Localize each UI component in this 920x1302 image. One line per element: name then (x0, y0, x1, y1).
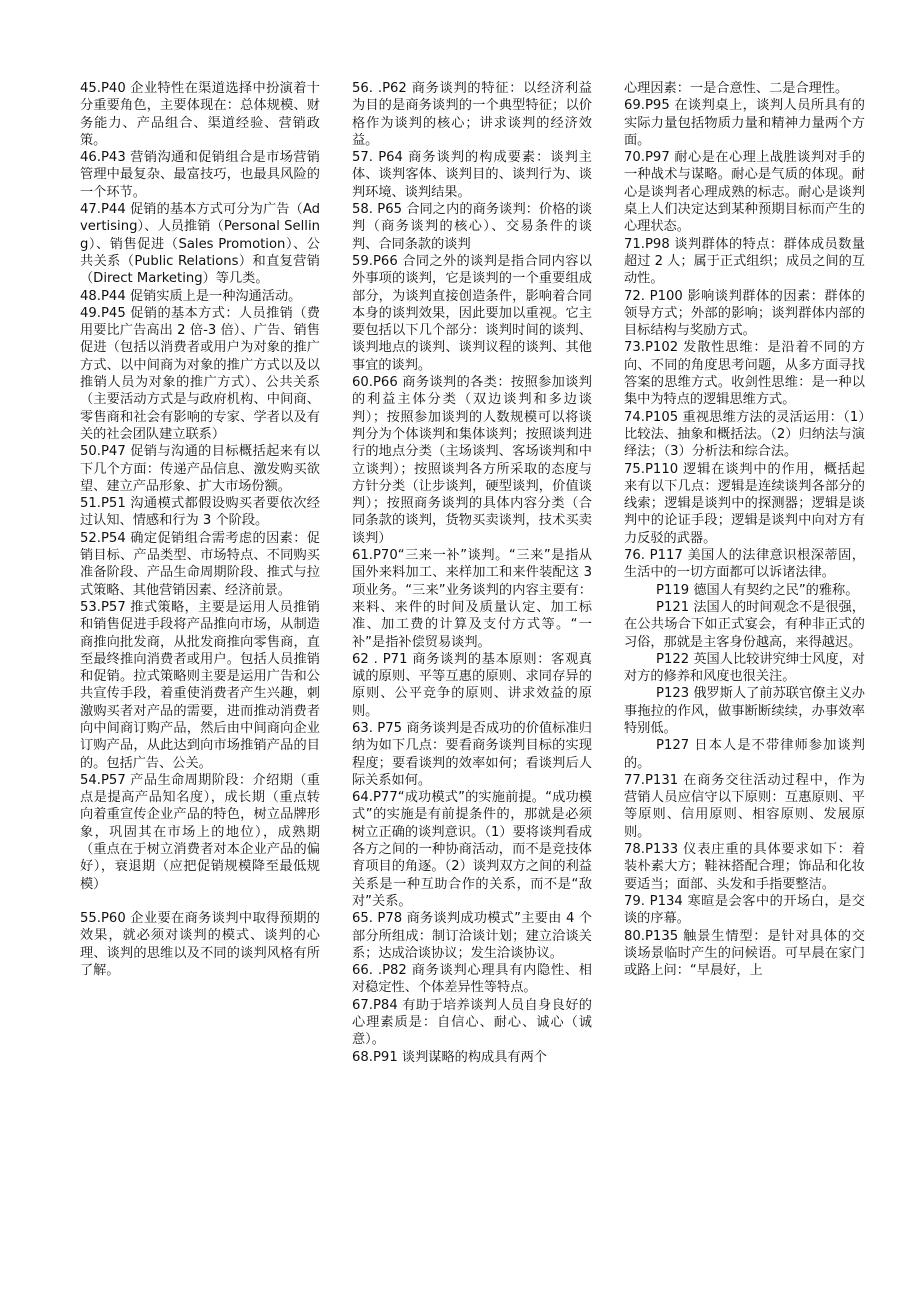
paragraph: 62 . P71 商务谈判的基本原则：客观真诚的原则、平等互惠的原则、求同存异的原则、公平竞争的原则、讲求效益的原则。 (352, 651, 592, 719)
paragraph: 59.P66 合同之外的谈判是指合同内容以外事项的谈判，它是谈判的一个重要组成部分，为谈判直接创造条件，影响着合同本身的谈判效果，因此要加以重视。它主要包括以下几个部分：谈判时间的谈判、谈判地点的谈判、谈判议程的谈判、其他事宜的谈判。 (352, 253, 592, 373)
left-column (80, 80, 320, 979)
paragraph: 58. P65 合同之内的商务谈判：价格的谈判（商务谈判的核心）、交易条件的谈判、合同条款的谈判 (352, 202, 592, 252)
paragraph: 49.P45 促销的基本方式：人员推销（费用要比广告高出 2 倍-3 倍）、广告、销售促进（包括以消费者或用户为对象的推广方式、以中间商为对象的推广方式以及以推销人员为对象的推广方式）、公共关系（主要活动方式是与政府机构、中间商、零售商和社会有影响的专家、学者以及有关的社会团队建立联系） (80, 305, 320, 442)
paragraph: 80.P135 触景生情型：是针对具体的交谈场景临时产生的问候语。可早晨在家门或路上问：“早晨好，上 (624, 928, 865, 979)
paragraph: 54.P57 产品生命周期阶段：介绍期（重点是提高产品知名度），成长期（重点转向着重宣传企业产品的特色，树立品牌形象，巩固其在市场上的地位），成熟期（重点在于树立消费者对本企业产品的偏好），衰退期（应把促销规模降至最低规模） (80, 772, 320, 892)
paragraph: 60.P66 商务谈判的各类：按照参加谈判的利益主体分类（双边谈判和多边谈判）；按照参加谈判的人数规模可以将谈判分为个体谈判和集体谈判；按照谈判进行的地点分类（主场谈判、客场谈判和中立谈判）；按照谈判各方所采取的态度与方针分类（让步谈判，硬型谈判，价值谈判）；按照商务谈判的具体内容分类（合同条款的谈判，货物买卖谈判，技术买卖谈判） (352, 375, 592, 546)
paragraph: 55.P60 企业要在商务谈判中取得预期的效果，就必须对谈判的模式、谈判的心理、谈判的思维以及不同的谈判风格有所了解。 (80, 910, 320, 978)
paragraph: 78.P133 仪表庄重的具体要求如下：着装朴素大方；鞋袜搭配合理；饰品和化妆要适当；面部、头发和手指要整洁。 (624, 842, 865, 892)
paragraph: 心理因素：一是合意性、二是合理性。 (624, 81, 849, 96)
paragraph: 77.P131 在商务交往活动过程中，作为营销人员应信守以下原则：互惠原则、平等原则、信用原则、相容原则、发展原则。 (624, 772, 865, 840)
paragraph-spacer (80, 893, 320, 910)
paragraph: P119 德国人有契约之民”的雅称。 (656, 582, 859, 598)
paragraph: 53.P57 推式策略，主要是运用人员推销和销售促进手段将产品推向市场，从制造商推向批发商，从批发商推向零售商，直至最终推向消费者或用户。包括人员推销和促销。拉式策略则主要是运用广告和公共宣传手段，着重使消费者产生兴趣，刺激购买者对产品的需要，进而推动消费者向中间商订购产品，然后由中间商向企业订购产品，从此达到向市场推销产品的目的。包括广告、公关。 (80, 599, 320, 771)
paragraph: 52.P54 确定促销组合需考虑的因素：促销目标、产品类型、市场特点、不同购买准备阶段、产品生命周期阶段、推式与拉式策略、其他营销因素、经济前景。 (80, 530, 320, 598)
paragraph: 75.P110 逻辑在谈判中的作用，概括起来有以下几点：逻辑是连续谈判各部分的线索；逻辑是谈判中的探测器；逻辑是谈判中的论证手段；逻辑是谈判中向对方有力反驳的武器。 (624, 461, 865, 546)
paragraph: 57. P64 商务谈判的构成要素：谈判主体、谈判客体、谈判目的、谈判行为、谈判环境、谈判结果。 (352, 150, 592, 200)
paragraph: 67.P84 有助于培养谈判人员自身良好的心理素质是：自信心、耐心、诚心（诚意）。 (352, 997, 592, 1048)
paragraph: 56. .P62 商务谈判的特征：以经济利益为目的是商务谈判的一个典型特征；以价格作为谈判的核心；讲求谈判的经济效益。 (352, 81, 592, 148)
paragraph: 69.P95 在谈判桌上，谈判人员所具有的实际力量包括物质力量和精神力量两个方面。 (624, 98, 865, 148)
paragraph: 79. P134 寒暄是会客中的开场白，是交谈的序幕。 (624, 893, 865, 927)
paragraph: P122 英国人比较讲究绅士风度，对对方的修养和风度也很关注。 (624, 651, 865, 685)
paragraph: 76. P117 美国人的法律意识根深蒂固，生活中的一切方面都可以诉诸法律。 (624, 548, 865, 581)
paragraph: P127 日本人是不带律师参加谈判的。 (624, 738, 865, 771)
paragraph: 50.P47 促销与沟通的目标概括起来有以下几个方面：传递产品信息、激发购买欲望、建立产品形象、扩大市场份额。 (80, 444, 320, 494)
paragraph: 68.P91 谈判谋略的构成具有两个 (352, 1049, 547, 1065)
paragraph: 47.P44 促销的基本方式可分为广告（Advertising）、人员推销（Personal Selling）、销售促进（Sales Promotion）、公共关系（Public Relations）和直复营销（Direct Marketing）等几类。 (80, 202, 320, 287)
paragraph: 73.P102 发散性思维：是沿着不同的方向、不同的角度思考问题，从多方面寻找答案的思维方式。收剑性思维：是一种以集中为特点的逻辑思维方式。 (624, 340, 865, 408)
paragraph: 61.P70“三来一补”谈判。“三来”是指从国外来料加工、来样加工和来件装配这 3 项业务。“三来”业务谈判的内容主要有：来料、来件的时间及质量认定、加工标准、加工费的计算及支付方式等。“一补”是指补偿贸易谈判。 (352, 548, 592, 650)
paragraph: 72. P100 影响谈判群体的因素：群体的领导方式；外部的影响；谈判群体内部的目标结构与奖励方式。 (624, 288, 865, 339)
paragraph: P121 法国人的时间观念不是很强，在公共场合下如正式宴会，有种非正式的习俗，那就是主客身份越高，来得越迟。 (624, 599, 865, 650)
paragraph: 66. .P82 商务谈判心理具有内隐性、相对稳定性、个体差异性等特点。 (352, 963, 592, 996)
paragraph: 65. P78 商务谈判成功模式”主要由 4 个部分所组成：制订洽谈计划；建立洽谈关系；达成洽谈协议；发生洽谈协议。 (352, 911, 592, 961)
paragraph: 70.P97 耐心是在心理上战胜谈判对手的一种战术与谋略。耐心是气质的体现。耐心是谈判者心理成熟的标志。耐心是谈判桌上人们决定达到某种预期目标而产生的心理状态。 (624, 150, 865, 235)
middle-column (352, 80, 592, 1066)
paragraph: 63. P75 商务谈判是否成功的价值标准归纳为如下几点：要看商务谈判目标的实现程度；要看谈判的效率如何；看谈判后人际关系如何。 (352, 720, 592, 788)
paragraph: 45.P40 企业特性在渠道选择中扮演着十分重要角色，主要体现在：总体规模、财务能力、产品组合、渠道经验、营销政策。 (80, 81, 320, 148)
paragraph: 46.P43 营销沟通和促销组合是市场营销管理中最复杂、最富技巧，也最具风险的一个环节。 (80, 150, 320, 200)
paragraph: 71.P98 谈判群体的特点：群体成员数量超过 2 人；属于正式组织；成员之间的互动性。 (624, 236, 865, 287)
right-column (624, 80, 865, 979)
paragraph: 74.P105 重视思维方法的灵活运用：（1）比较法、抽象和概括法。（2）归纳法与演绎法；（3）分析法和综合法。 (624, 409, 865, 460)
paragraph: 48.P44 促销实质上是一种沟通活动。 (80, 288, 302, 304)
paragraph: 64.P77“成功模式”的实施前提。“成功模式”的实施是有前提条件的，那就是必须树立正确的谈判意识。（1）要将谈判看成各方之间的一种协商活动，而不是竞技体育项目的角逐。（2）谈判双方之间的利益关系是一种互助合作的关系，而不是“敌对”关系。 (352, 790, 592, 909)
paragraph: P123 俄罗斯人了前苏联官僚主义办事拖拉的作风，做事断断续续，办事效率特别低。 (624, 686, 865, 736)
paragraph: 51.P51 沟通模式都假设购买者要依次经过认知、情感和行为 3 个阶段。 (80, 496, 320, 529)
